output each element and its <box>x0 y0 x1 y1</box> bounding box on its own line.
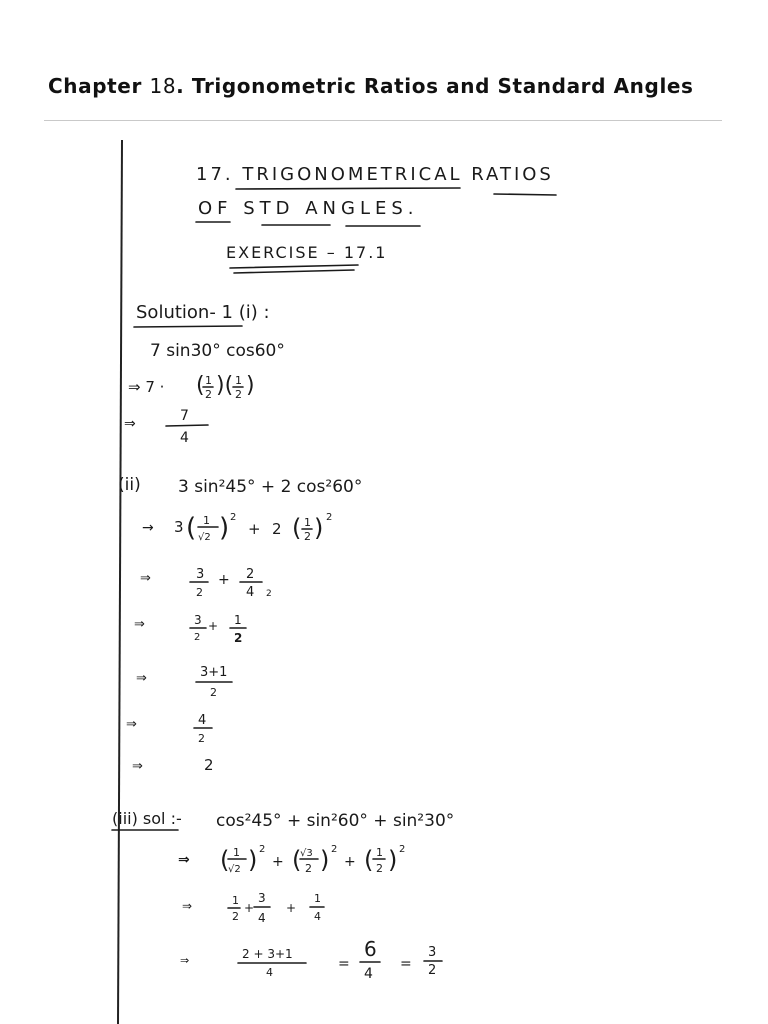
frac-num: 3 <box>196 567 205 582</box>
half-num: 1 <box>235 374 242 387</box>
frac-num: 3 <box>194 613 202 627</box>
half-num: 1 <box>205 374 212 387</box>
solution-underline <box>134 326 242 327</box>
square-exponent: 2 <box>230 512 237 523</box>
equals-sign: = <box>338 956 350 972</box>
frac-num: 1 <box>304 516 311 529</box>
part-iii-step1-prefix: ⇒ <box>178 852 190 868</box>
frac-den-root2: √2 <box>198 532 211 543</box>
plus-sign: + <box>344 854 356 870</box>
fraction-bar <box>166 425 208 426</box>
frac-den: 2 <box>198 732 205 745</box>
bracket: ( <box>292 514 302 542</box>
equals-sign: = <box>400 956 412 972</box>
plus-sign: + <box>272 854 284 870</box>
frac-den-root2: √2 <box>228 864 241 875</box>
frac-den: 2 <box>194 632 201 643</box>
plus-sign: + <box>286 901 297 915</box>
square-exponent: 2 <box>259 844 266 855</box>
chapter-title: Chapter 18. Trigonometric Ratios and Standard Angles <box>48 74 694 98</box>
part-iii-label: (iii) sol :- <box>112 809 182 828</box>
frac-den: 4 <box>266 966 273 979</box>
title-underline-2 <box>494 194 556 195</box>
frac-num: 3+1 <box>200 665 228 680</box>
bracket: ( <box>364 846 374 874</box>
frac-num-root3: √3 <box>300 848 313 859</box>
plus-sign: + <box>244 901 255 915</box>
frac-den: 2 <box>210 686 217 699</box>
square-exponent: 2 <box>399 844 406 855</box>
exercise-underline-2 <box>234 270 354 273</box>
frac-num: 2 <box>246 567 255 582</box>
part-iii-step2-prefix: ⇒ <box>182 899 193 913</box>
coef-three: 3 <box>174 518 184 536</box>
part-iii-expression: cos²45° + sin²60° + sin²30° <box>216 811 455 831</box>
part-ii-expression: 3 sin²45° + 2 cos²60° <box>178 477 363 497</box>
frac-num: 4 <box>198 713 207 728</box>
frac-den: 2 <box>428 963 437 978</box>
header-divider <box>44 120 722 121</box>
part-iii-step3-prefix: ⇒ <box>180 954 190 967</box>
frac-num: 1 <box>232 894 239 907</box>
notes-title-line2: OF STD ANGLES. <box>198 198 419 219</box>
part-ii-step6-prefix: ⇒ <box>132 759 143 774</box>
half-den: 2 <box>235 388 242 401</box>
part-i-result-num: 7 <box>180 408 189 424</box>
frac-den: 4 <box>364 966 373 982</box>
plus-sign: + <box>218 572 230 588</box>
square-exponent: 2 <box>331 844 338 855</box>
bracket: ( <box>186 513 197 543</box>
frac-den: 2 <box>376 862 383 875</box>
plus-sign: + <box>248 520 261 538</box>
part-ii-step3-prefix: ⇒ <box>134 617 145 632</box>
frac-num: 1 <box>234 613 242 627</box>
part-ii-label: (ii) <box>118 475 141 495</box>
bracket: )( <box>216 373 234 398</box>
bracket: ( <box>292 846 302 874</box>
frac-num: 1 <box>376 846 383 859</box>
plus-sign: + <box>208 619 219 633</box>
bracket: ( <box>196 373 205 398</box>
coef-two: 2 <box>272 520 282 538</box>
bracket: ) <box>314 514 324 542</box>
page-margin-line <box>118 140 122 1024</box>
frac-num: 6 <box>364 937 377 961</box>
frac-den: 4 <box>314 910 321 923</box>
bracket: ) <box>320 846 330 874</box>
part-i-result-den: 4 <box>180 430 189 446</box>
frac-num: 3 <box>258 891 266 905</box>
frac-den: 2 <box>234 631 243 645</box>
part-i-step1-prefix: ⇒ 7 · <box>128 378 165 396</box>
frac-num: 2 + 3+1 <box>242 947 293 961</box>
exercise-heading: EXERCISE – 17.1 <box>226 243 388 262</box>
part-ii-step2-prefix: ⇒ <box>140 571 151 586</box>
title-underline-1 <box>236 188 460 189</box>
part-ii-step1-prefix: → <box>142 520 154 536</box>
frac-den-note: 2 <box>266 589 272 599</box>
solution-heading: Solution- 1 (i) : <box>136 302 270 323</box>
frac-num: 3 <box>428 945 437 960</box>
exercise-underline-1 <box>230 265 358 268</box>
bracket: ) <box>219 513 230 543</box>
bracket: ( <box>220 846 230 874</box>
part-i-step2-prefix: ⇒ <box>124 416 136 432</box>
frac-num: 1 <box>233 846 240 859</box>
part-ii-final-value: 2 <box>204 756 214 774</box>
handwritten-notes-scan <box>0 122 768 1024</box>
bracket: ) <box>248 846 258 874</box>
frac-num: 1 <box>203 514 210 527</box>
part-ii-step5-prefix: ⇒ <box>126 717 137 732</box>
half-den: 2 <box>205 388 212 401</box>
frac-den: 2 <box>304 530 311 543</box>
part-i-expression: 7 sin30° cos60° <box>150 341 285 361</box>
frac-num: 1 <box>314 892 321 905</box>
part-ii-step4-prefix: ⇒ <box>136 671 147 686</box>
bracket: ) <box>246 373 255 398</box>
square-exponent: 2 <box>326 512 333 523</box>
frac-den: 2 <box>232 910 239 923</box>
frac-den: 4 <box>246 585 255 600</box>
frac-den: 4 <box>258 911 266 925</box>
frac-den: 2 <box>196 586 203 599</box>
frac-den: 2 <box>305 862 312 875</box>
bracket: ) <box>388 846 398 874</box>
notes-title-line1: 17. TRIGONOMETRICAL RATIOS <box>196 164 554 185</box>
